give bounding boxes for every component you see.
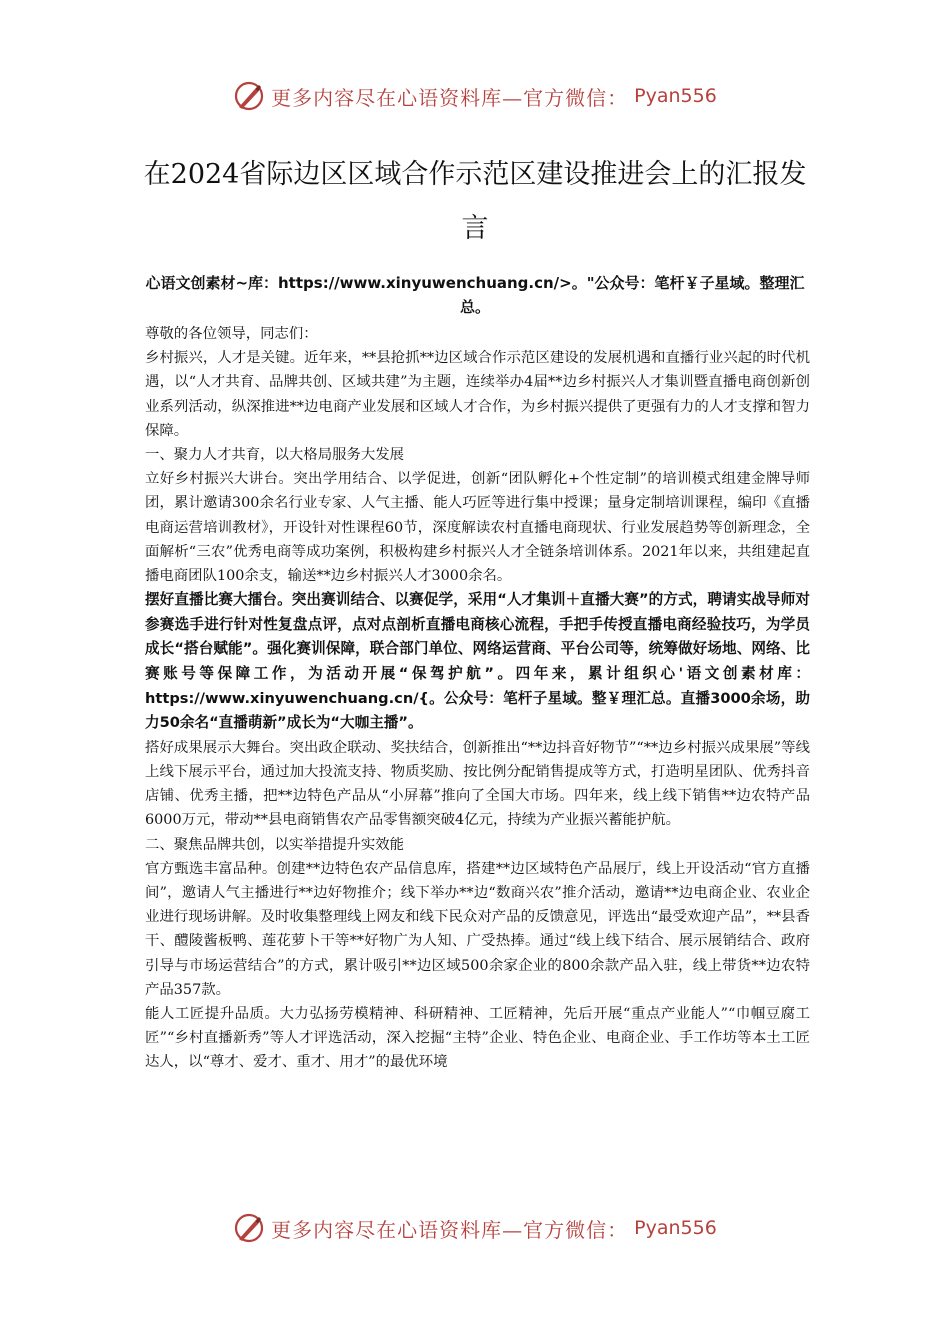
paragraph: 能人工匠提升品质。大力弘扬劳模精神、科研精神、工匠精神，先后开展“重点产业能人”“巾帼豆腐工匠”“乡村直播新秀”等人才评选活动，深入挖掘“主特”企业、特色企业、电商企业、手工作坊等本土工匠达人，以“尊才、爱才、重才、用才”的最优环境 (145, 1006, 810, 1071)
banner-text: 更多内容尽在心语资料库—官方微信： (271, 1217, 629, 1242)
source-line: 心语文创素材~库：https://www.xinyuwenchuang.cn/>。"公众号：笔杆￥子星域。整理汇总。 (145, 274, 805, 316)
salutation: 尊敬的各位领导，同志们： (145, 326, 318, 342)
document-body (145, 322, 810, 1075)
section-heading: 二、聚焦品牌共创，以实举措提升实效能 (145, 836, 405, 853)
banner-text: 更多内容尽在心语资料库—官方微信： (271, 85, 629, 110)
section-heading: 一、聚力人才共育，以大格局服务大发展 (145, 447, 405, 464)
paragraph: 摆好直播比赛大擂台。突出赛训结合、以赛促学，采用“人才集训＋直播大赛”的方式，聘请实战导师对参赛选手进行针对性复盘点评，点对点剖析直播电商核心流程，手把手传授直播电商经验技巧，为学员成长“搭台赋能”。强化赛训保障，联合部门单位、网络运营商、平台公司等，统筹做好场地、网络、比赛账号等保障工作，为活动开展“保驾护航”。四年来，累计组织心'语文创素材库：https://www.xinyuwenchuang.cn/{。公众号：笔杆子星域。整￥理汇总。直播3000余场，助力50余名“直播萌新”成长为“大咖主播”。 (145, 591, 810, 732)
paragraph: 立好乡村振兴大讲台。突出学用结合、以学促进，创新“团队孵化+个性定制”的培训模式组建金牌导师团，累计邀请300余名行业专家、人气主播、能人巧匠等进行集中授课；量身定制培训课程，编印《直播电商运营培训教材》，开设针对性课程60节，深度解读农村直播电商现状、行业发展趋势等创新理念，全面解析“三农”优秀电商等成功案例，积极构建乡村振兴人才全链条培训体系。2021年以来，共组建起直播电商团队100余支，输送**边乡村振兴人才3000余名。 (145, 471, 810, 585)
footer-banner (0, 1212, 950, 1244)
pen-logo-icon (233, 80, 265, 112)
page-title: 在2024省际边区区域合作示范区建设推进会上的汇报发言 (143, 159, 807, 244)
paragraph: 官方甄选丰富品种。创建**边特色农产品信息库，搭建**边区域特色产品展厅，线上开设活动“官方直播间”，邀请人气主播进行**边好物推介；线下举办**边“数商兴农”推介活动，邀请**边电商企业、农业企业进行现场讲解。及时收集整理线上网友和线下民众对产品的反馈意见，评选出“最受欢迎产品”，**县香干、醴陵酱板鸭、莲花萝卜干等**好物广为人知、广受热捧。通过“线上线下结合、展示展销结合、政府引导与市场运营结合”的方式，累计吸引**边区域500余家企业的800余款产品入驻，线上带货**边农特产品357款。 (145, 860, 810, 998)
banner-wechat-id: Pyan556 (634, 85, 717, 107)
paragraph: 乡村振兴，人才是关键。近年来，**县抢抓**边区域合作示范区建设的发展机遇和直播行业兴起的时代机遇，以“人才共育、品牌共创、区域共建”为主题，连续举办4届**边乡村振兴人才集训暨直播电商创新创业系列活动，纵深推进**边电商产业发展和区域人才合作，为乡村振兴提供了更强有力的人才支撑和智力保障。 (145, 350, 810, 439)
pen-logo-icon (233, 1212, 265, 1244)
header-banner (0, 80, 950, 112)
paragraph: 搭好成果展示大舞台。突出政企联动、奖扶结合，创新推出“**边抖音好物节”“**边乡村振兴成果展”等线上线下展示平台，通过加大投流支持、物质奖励、按比例分配销售提成等方式，打造明星团队、优秀抖音店铺、优秀主播，把**边特色产品从“小屏幕”推向了全国大市场。四年来，线上线下销售**边农特产品6000万元，带动**县电商销售农产品零售额突破4亿元，持续为产业振兴蓄能护航。 (145, 739, 810, 829)
banner-wechat-id: Pyan556 (634, 1217, 717, 1239)
